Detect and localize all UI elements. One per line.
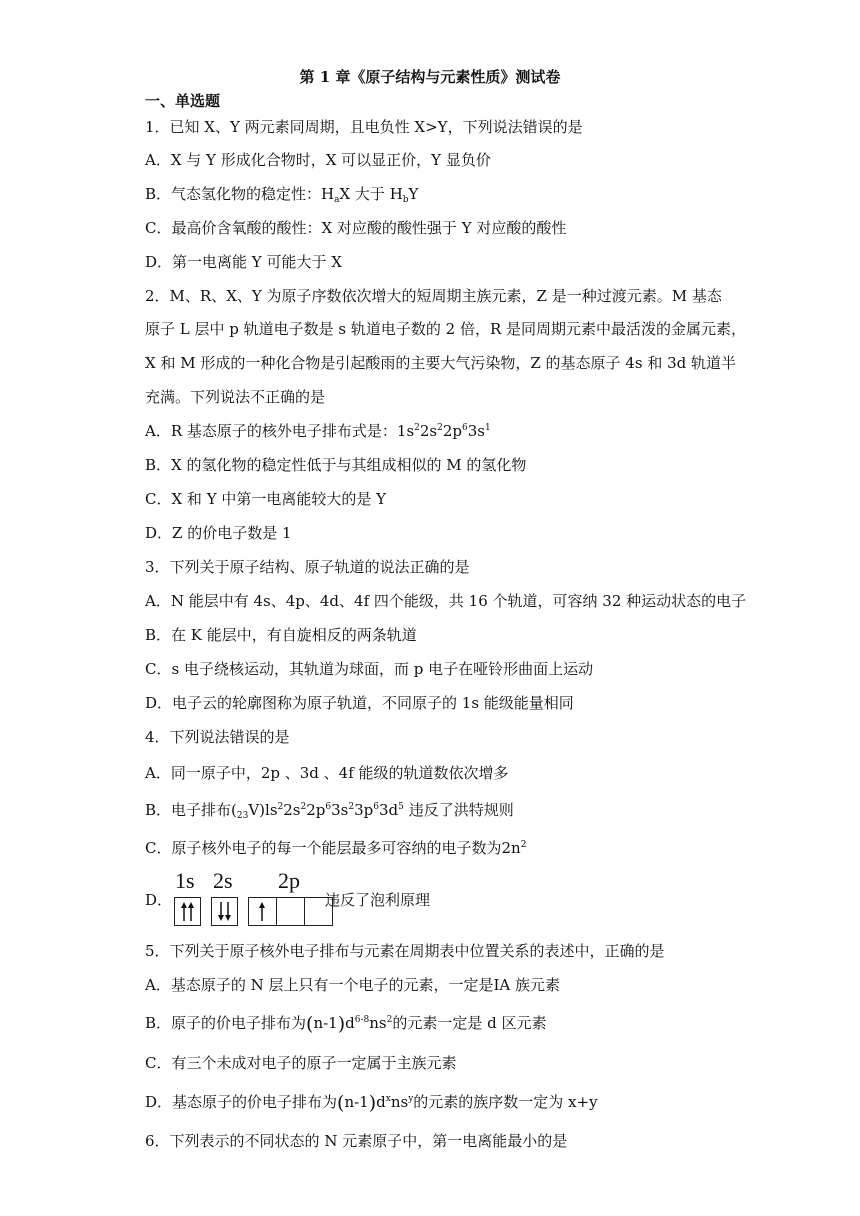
q1-stem: 1．已知 X、Y 两元素同周期，且电负性 X>Y，下列说法错误的是 bbox=[145, 118, 583, 136]
q4-stem: 4．下列说法错误的是 bbox=[145, 728, 290, 746]
q5-stem: 5．下列关于原子核外电子排布与元素在周期表中位置关系的表述中，正确的是 bbox=[145, 942, 665, 960]
q5-option-d: D．基态原子的价电子排布为$(n-1)d^xns^y$的元素的族序数一定为 x+y bbox=[145, 1092, 598, 1114]
q5-option-a: A．基态原子的 N 层上只有一个电子的元素，一定是ⅠA 族元素 bbox=[145, 976, 561, 994]
q3-option-a: A．N 能层中有 4s、4p、4d、4f 四个能级，共 16 个轨道，可容纳 32 种运动状态的电子 bbox=[145, 592, 747, 610]
orbital-box-2p-2 bbox=[276, 897, 305, 926]
q2-option-c: C．X 和 Y 中第一电离能较大的是 Y bbox=[145, 490, 387, 508]
orbital-box-1s bbox=[174, 897, 201, 926]
q5-option-b: B．原子的价电子排布为$(n-1)d^{6-8}ns^2$的元素一定是 d 区元素 bbox=[145, 1013, 547, 1035]
q2-option-d: D．Z 的价电子数是 1 bbox=[145, 524, 292, 542]
q6-stem: 6．下列表示的不同状态的 N 元素原子中，第一电离能最小的是 bbox=[145, 1132, 568, 1150]
down-down-arrows-icon bbox=[212, 898, 237, 925]
q5-option-c: C．有三个未成对电子的原子一定属于主族元素 bbox=[145, 1054, 457, 1072]
q4-option-a: A．同一原子中，2p 、3d 、4f 能级的轨道数依次增多 bbox=[145, 764, 509, 782]
section-heading: 一、单选题 bbox=[145, 92, 221, 110]
q1-option-b: B．气态氢化物的稳定性：$H_aX$ 大于 $H_bY$ bbox=[145, 185, 419, 205]
q4-option-d-text: 违反了泡利原理 bbox=[325, 891, 431, 909]
q1-option-a: A．X 与 Y 形成化合物时，X 可以显正价，Y 显负价 bbox=[145, 151, 491, 169]
up-arrow-icon bbox=[249, 898, 276, 925]
q4-option-c: C．原子核外电子的每一个能层最多可容纳的电子数为$2n^2$ bbox=[145, 839, 527, 857]
q3-stem: 3．下列关于原子结构、原子轨道的说法正确的是 bbox=[145, 558, 470, 576]
q4-option-d bbox=[145, 868, 465, 930]
orbital-label-2p: 2p bbox=[278, 868, 300, 893]
q2-stem-line-4: 充满。下列说法不正确的是 bbox=[145, 388, 326, 406]
orbital-box-2s bbox=[211, 897, 238, 926]
q3-option-d: D．电子云的轮廓图称为原子轨道，不同原子的 1s 能级能量相同 bbox=[145, 694, 574, 712]
q1-option-d: D．第一电离能 Y 可能大于 X bbox=[145, 253, 342, 271]
q2-option-a: A．R 基态原子的核外电子排布式是：$1s^22s^22p^63s^1$ bbox=[145, 422, 491, 440]
orbital-label-2s: 2s bbox=[213, 868, 233, 893]
up-up-arrows-icon bbox=[175, 898, 200, 925]
document-title: 第 1 章《原子结构与元素性质》测试卷 bbox=[299, 68, 561, 86]
q4-option-b: B．电子排布$(_{23}V)ls^22s^22p^63s^23p^63d^5$ 违反了洪特规则 bbox=[145, 801, 514, 821]
q4-option-d-label: D． bbox=[145, 891, 173, 909]
q3-option-c: C．s 电子绕核运动，其轨道为球面，而 p 电子在哑铃形曲面上运动 bbox=[145, 660, 594, 678]
orbital-box-2p-1 bbox=[248, 897, 277, 926]
q3-option-b: B．在 K 能层中，有自旋相反的两条轨道 bbox=[145, 626, 417, 644]
q1-option-c: C．最高价含氧酸的酸性：X 对应酸的酸性强于 Y 对应酸的酸性 bbox=[145, 219, 567, 237]
q2-stem-line-2: 原子 L 层中 p 轨道电子数是 s 轨道电子数的 2 倍，R 是同周期元素中最活泼的金属元素， bbox=[145, 320, 747, 338]
q2-option-b: B．X 的氢化物的稳定性低于与其组成相似的 M 的氢化物 bbox=[145, 456, 527, 474]
q2-stem-line-3: X 和 M 形成的一种化合物是引起酸雨的主要大气污染物，Z 的基态原子 4s 和 3d 轨道半 bbox=[145, 354, 736, 372]
orbital-label-1s: 1s bbox=[175, 868, 195, 893]
q2-stem-line-1: 2．M、R、X、Y 为原子序数依次增大的短周期主族元素，Z 是一种过渡元素。M 基态 bbox=[145, 287, 722, 305]
